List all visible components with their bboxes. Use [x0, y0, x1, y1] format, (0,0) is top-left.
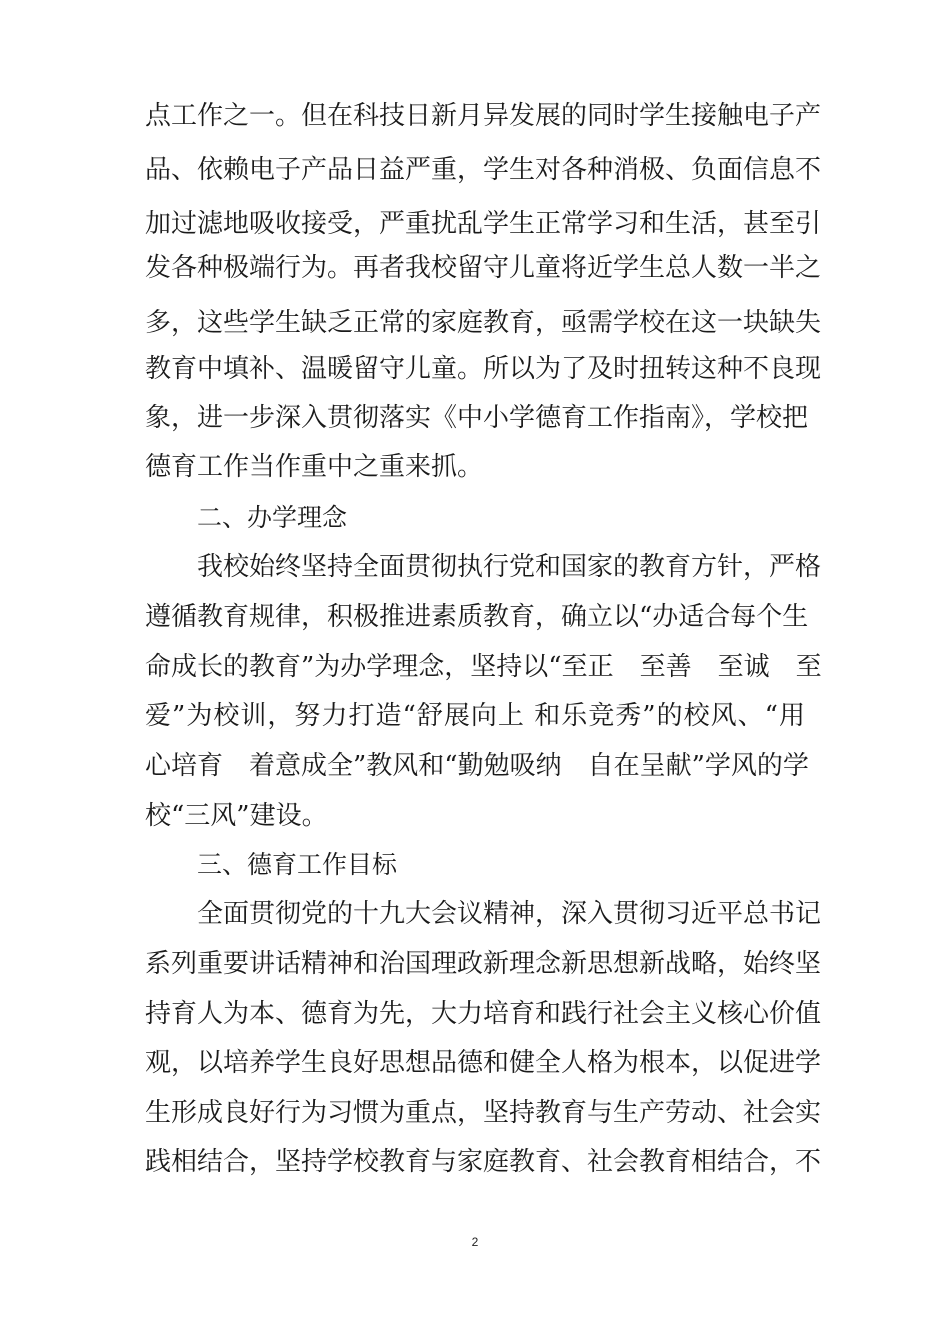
paragraph-line: 全面贯彻党的十九大会议精神，深入贯彻习近平总书记: [197, 899, 822, 929]
paragraph-line: 点工作之一。但在科技日新月异发展的同时学生接触电子产: [145, 101, 822, 131]
paragraph-line: 践相结合，坚持学校教育与家庭教育、社会教育相结合，不: [145, 1147, 822, 1177]
section-heading: 三、德育工作目标: [197, 850, 398, 879]
paragraph-line: 象，进一步深入贯彻落实《中小学德育工作指南》，学校把: [145, 403, 809, 433]
section-heading: 二、办学理念: [197, 503, 348, 532]
paragraph-line: 我校始终坚持全面贯彻执行党和国家的教育方针，严格: [197, 552, 822, 582]
paragraph-line: 加过滤地吸收接受，严重扰乱学生正常学习和生活，甚至引: [145, 209, 822, 239]
paragraph-line: 发各种极端行为。再者我校留守儿童将近学生总人数一半之: [145, 253, 822, 283]
paragraph-line: 命成长的教育”为办学理念，坚持以“至正 至善 至诚 至: [145, 652, 822, 682]
paragraph-line: 校“三风”建设。: [145, 801, 328, 831]
paragraph-line: 爱”为校训，努力打造“舒展向上 和乐竞秀”的校风、“用: [145, 701, 805, 731]
paragraph-line: 遵循教育规律，积极推进素质教育，确立以“办适合每个生: [145, 602, 809, 632]
paragraph-line: 心培育 着意成全”教风和“勤勉吸纳 自在呈献”学风的学: [145, 751, 809, 781]
paragraph-line: 德育工作当作重中之重来抓。: [145, 452, 484, 482]
paragraph-line: 品、依赖电子产品日益严重，学生对各种消极、负面信息不: [145, 155, 822, 185]
paragraph-line: 教育中填补、温暖留守儿童。所以为了及时扭转这种不良现: [145, 354, 822, 384]
paragraph-line: 生形成良好行为习惯为重点，坚持教育与生产劳动、社会实: [145, 1098, 822, 1128]
paragraph-line: 系列重要讲话精神和治国理政新理念新思想新战略，始终坚: [145, 949, 822, 979]
page-number: 2: [471, 1235, 479, 1249]
paragraph-line: 观，以培养学生良好思想品德和健全人格为根本，以促进学: [145, 1048, 822, 1078]
paragraph-line: 多，这些学生缺乏正常的家庭教育，亟需学校在这一块缺失: [145, 308, 822, 338]
paragraph-line: 持育人为本、德育为先，大力培育和践行社会主义核心价值: [145, 999, 822, 1029]
